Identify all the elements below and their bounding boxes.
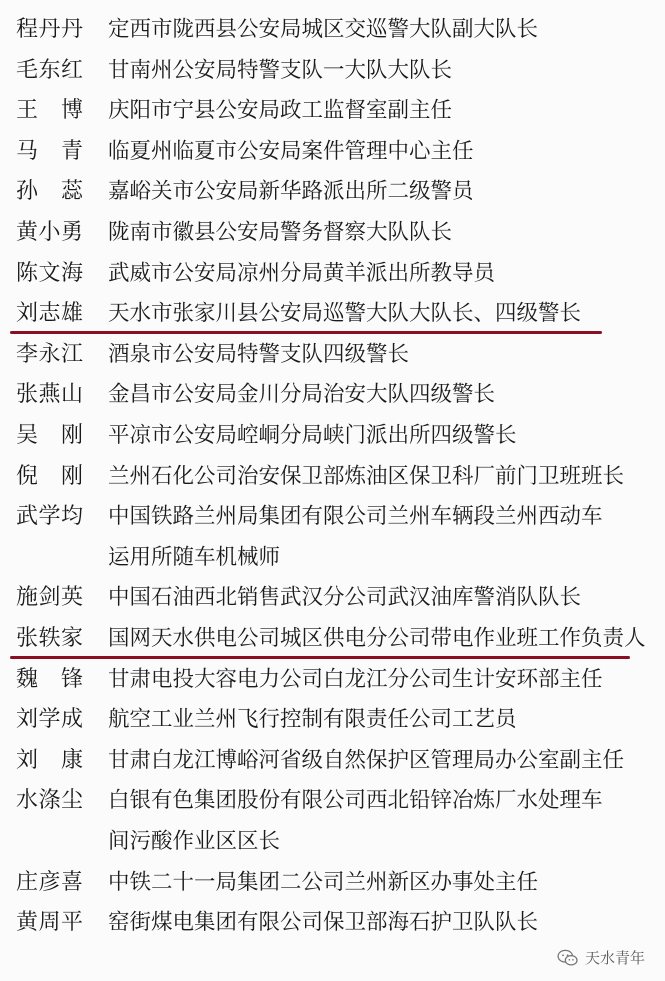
position-title: 甘肃电投大容电力公司白龙江分公司生计安环部主任 <box>108 666 603 692</box>
list-item <box>0 262 665 303</box>
position-title: 武威市公安局凉州分局黄羊派出所教导员 <box>108 260 496 286</box>
person-name: 程丹丹 <box>16 17 84 42</box>
position-title: 航空工业兰州飞行控制有限责任公司工艺员 <box>108 707 517 733</box>
position-title: 嘉峪关市公安局新华路派出所二级警员 <box>108 179 474 205</box>
person-name: 刘志雄 <box>16 301 84 327</box>
position-title: 陇南市徽县公安局警务督察大队队长 <box>108 220 453 245</box>
list-item <box>0 140 665 181</box>
list-item <box>0 180 665 221</box>
position-title: 甘肃白龙江博峪河省级自然保护区管理局办公室副主任 <box>108 747 625 773</box>
list-item <box>0 59 665 100</box>
position-title-continued: 运用所随车机械师 <box>108 544 281 570</box>
list-item <box>0 465 665 506</box>
person-name: 庄彦喜 <box>16 869 84 895</box>
person-name: 张轶家 <box>16 626 84 651</box>
person-name: 施剑英 <box>16 585 84 611</box>
person-name: 刘学成 <box>16 707 84 733</box>
person-name: 毛东红 <box>16 57 84 83</box>
highlight-underline <box>10 656 630 659</box>
position-title: 天水市张家川县公安局巡警大队大队长、四级警长 <box>108 301 582 327</box>
person-name: 陈文海 <box>16 260 84 286</box>
position-title: 中铁二十一局集团二公司兰州新区办事处主任 <box>108 869 539 895</box>
list-item <box>0 627 665 668</box>
position-title: 金昌市公安局金川分局治安大队四级警长 <box>108 382 496 408</box>
person-name: 魏 锋 <box>16 666 84 692</box>
position-title: 中国铁路兰州局集团有限公司兰州车辆段兰州西动车 <box>108 504 603 530</box>
position-title: 中国石油西北销售武汉分公司武汉油库警消队队长 <box>108 585 582 611</box>
position-title: 酒泉市公安局特警支队四级警长 <box>108 341 410 367</box>
person-name: 孙 蕊 <box>16 179 84 205</box>
position-title: 兰州石化公司治安保卫部炼油区保卫科厂前门卫班班长 <box>108 463 625 489</box>
list-item <box>0 99 665 140</box>
list-item <box>0 505 665 586</box>
list-item <box>0 871 665 912</box>
position-title: 平凉市公安局崆峒分局峡门派出所四级警长 <box>108 423 517 448</box>
list-item <box>0 586 665 627</box>
person-name: 张燕山 <box>16 382 84 408</box>
position-title: 国网天水供电公司城区供电分公司带电作业班工作负责人 <box>108 626 646 651</box>
wechat-icon <box>557 949 579 967</box>
person-name: 王 博 <box>16 98 84 124</box>
person-name: 水涤尘 <box>16 788 84 814</box>
watermark <box>557 949 645 967</box>
person-name: 黄小勇 <box>16 220 84 245</box>
person-name: 黄周平 <box>16 910 84 936</box>
list-item <box>0 749 665 790</box>
highlight-underline <box>10 331 602 334</box>
list-item <box>0 668 665 709</box>
position-title: 窑街煤电集团有限公司保卫部海石护卫队队长 <box>108 910 539 936</box>
position-title: 甘南州公安局特警支队一大队大队长 <box>108 57 453 83</box>
position-title: 临夏州临夏市公安局案件管理中心主任 <box>108 138 474 164</box>
person-name: 倪 刚 <box>16 463 84 489</box>
list-item <box>0 789 665 870</box>
person-name: 李永江 <box>16 341 84 367</box>
position-title: 庆阳市宁县公安局政工监督室副主任 <box>108 98 453 124</box>
list-item <box>0 18 665 59</box>
person-name: 吴 刚 <box>16 423 84 448</box>
list-item <box>0 383 665 424</box>
list-item <box>0 911 665 952</box>
watermark-text: 天水青年 <box>584 949 645 967</box>
position-title: 白银有色集团股份有限公司西北铅锌冶炼厂水处理车 <box>108 788 603 814</box>
person-name: 刘 康 <box>16 747 84 773</box>
list-item <box>0 302 665 343</box>
position-title: 定西市陇西县公安局城区交巡警大队副大队长 <box>108 17 539 42</box>
list-item <box>0 221 665 262</box>
list-item <box>0 424 665 465</box>
position-title-continued: 间污酸作业区区长 <box>108 828 281 854</box>
list-item <box>0 708 665 749</box>
person-name: 马 青 <box>16 138 84 164</box>
person-name: 武学均 <box>16 504 84 530</box>
list-item <box>0 343 665 384</box>
